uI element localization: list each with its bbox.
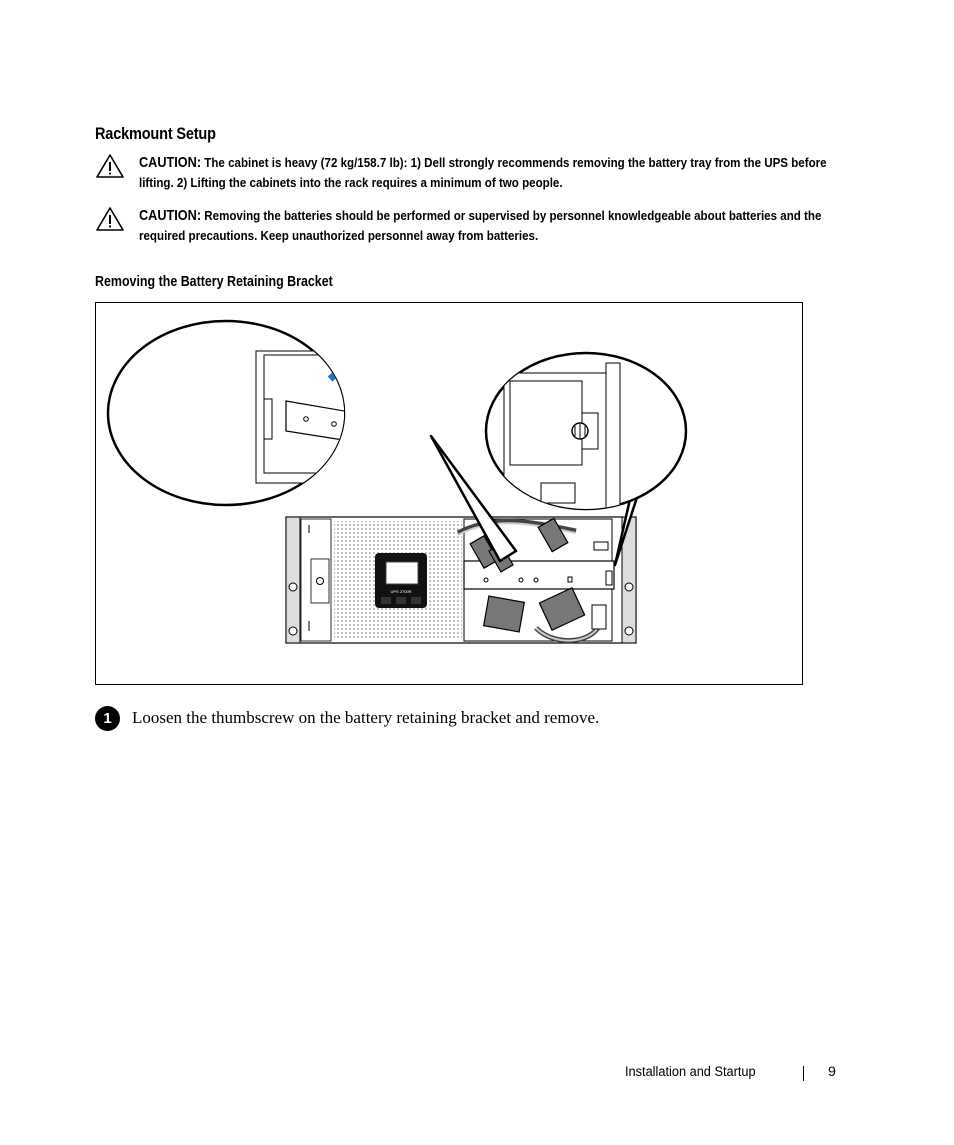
footer-section-name: Installation and Startup	[625, 1064, 756, 1080]
page-number: 9	[828, 1064, 836, 1080]
subsection-title: Removing the Battery Retaining Bracket	[95, 274, 333, 290]
callout-bracket-detail	[108, 321, 431, 505]
caution-label: CAUTION:	[139, 155, 202, 171]
step-text: Loosen the thumbscrew on the battery retaining bracket and remove.	[132, 708, 600, 727]
caution-text: Removing the batteries should be performed or supervised by personnel knowledgeable about batteries and the required precautions. Keep unauthorized personnel away from batteries.	[139, 208, 822, 243]
section-title: Rackmount Setup	[95, 125, 216, 143]
ups-illustration	[96, 303, 802, 684]
caution-text: The cabinet is heavy (72 kg/158.7 lb): 1) Dell strongly recommends removing the battery tray from the UPS before lifting. 2) Lifting the cabinets into the rack requires a minimum of two people.	[139, 155, 827, 190]
display-model-label: UPS 2700R	[390, 589, 412, 594]
figure-battery-bracket-removal	[95, 302, 803, 685]
callout-thumbscrew-detail	[486, 353, 686, 523]
caution-label: CAUTION:	[139, 208, 202, 224]
step-number-badge: 1	[95, 706, 120, 731]
footer-divider	[803, 1066, 804, 1081]
warning-triangle-icon	[95, 153, 125, 179]
ups-front-panel	[286, 517, 636, 643]
warning-triangle-icon	[95, 206, 125, 232]
